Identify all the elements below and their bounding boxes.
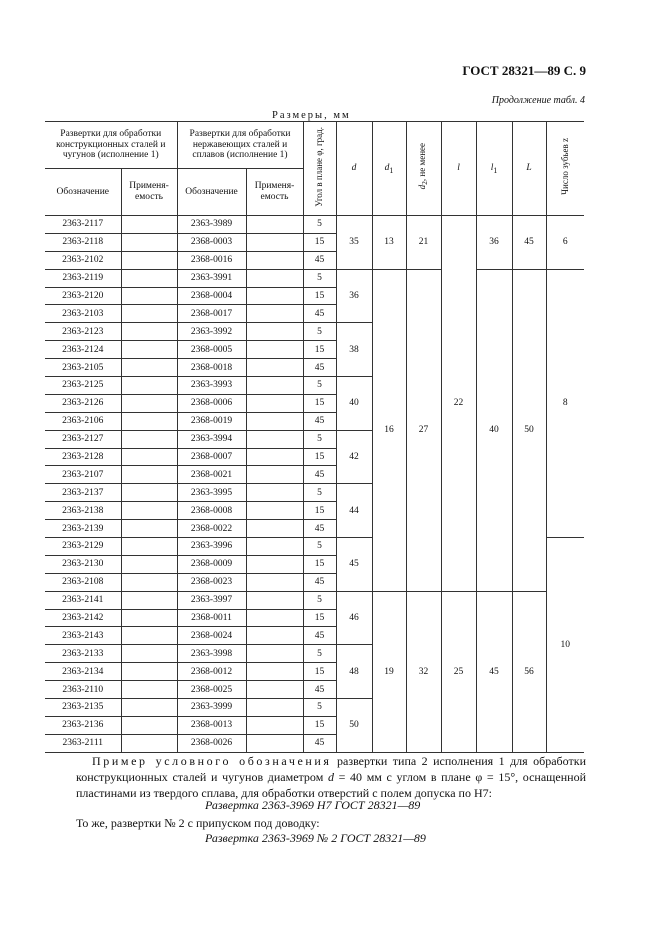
applicability2-header: Применя-емость [246, 169, 303, 216]
applicability2-cell [246, 233, 303, 251]
designation1-cell: 2363-2107 [45, 466, 121, 484]
applicability1-cell [121, 609, 177, 627]
d-cell: 42 [336, 430, 372, 484]
angle-cell: 15 [303, 663, 336, 681]
angle-cell: 5 [303, 484, 336, 502]
angle-cell: 5 [303, 269, 336, 287]
applicability2-cell [246, 663, 303, 681]
applicability1-header: Применя-емость [121, 169, 177, 216]
applicability2-cell [246, 716, 303, 734]
designation2-header: Обозначение [177, 169, 246, 216]
designation2-cell: 2368-0007 [177, 448, 246, 466]
applicability2-cell [246, 520, 303, 538]
applicability2-cell [246, 555, 303, 573]
angle-cell: 15 [303, 448, 336, 466]
d-cell: 50 [336, 699, 372, 753]
applicability1-cell [121, 233, 177, 251]
designation2-cell: 2363-3994 [177, 430, 246, 448]
L-cell: 45 [512, 216, 546, 270]
designation2-cell: 2368-0009 [177, 555, 246, 573]
d2-cell: 27 [406, 269, 441, 591]
d-cell: 35 [336, 216, 372, 270]
applicability1-cell [121, 573, 177, 591]
applicability1-cell [121, 681, 177, 699]
angle-cell: 45 [303, 466, 336, 484]
teeth-header: Число зубьев z [546, 122, 584, 216]
d-cell: 48 [336, 645, 372, 699]
d2-header: $d_2$, не менее [406, 122, 441, 216]
applicability2-cell [246, 538, 303, 556]
applicability2-cell [246, 681, 303, 699]
page-header: ГОСТ 28321—89 С. 9 [462, 63, 586, 78]
angle-cell: 45 [303, 734, 336, 752]
angle-cell: 45 [303, 520, 336, 538]
designation1-cell: 2363-2102 [45, 251, 121, 269]
angle-cell: 5 [303, 377, 336, 395]
applicability1-cell [121, 341, 177, 359]
angle-cell: 15 [303, 502, 336, 520]
d-cell: 36 [336, 269, 372, 323]
d2-cell: 32 [406, 591, 441, 752]
designation2-cell: 2368-0019 [177, 412, 246, 430]
designation2-cell: 2363-3996 [177, 538, 246, 556]
designation1-cell: 2363-2127 [45, 430, 121, 448]
designation1-cell: 2363-2130 [45, 555, 121, 573]
designation2-cell: 2363-3989 [177, 216, 246, 234]
designation1-cell: 2363-2139 [45, 520, 121, 538]
applicability2-cell [246, 609, 303, 627]
applicability2-cell [246, 359, 303, 377]
z-cell: 6 [546, 216, 584, 270]
z-cell: 8 [546, 269, 584, 537]
applicability1-cell [121, 448, 177, 466]
designation2-cell: 2368-0008 [177, 502, 246, 520]
angle-cell: 45 [303, 251, 336, 269]
applicability1-cell [121, 359, 177, 377]
designation1-cell: 2363-2136 [45, 716, 121, 734]
applicability2-cell [246, 394, 303, 412]
d-cell: 46 [336, 591, 372, 645]
designation1-cell: 2363-2117 [45, 216, 121, 234]
applicability1-cell [121, 216, 177, 234]
designation2-cell: 2368-0004 [177, 287, 246, 305]
applicability1-cell [121, 627, 177, 645]
designation1-cell: 2363-2134 [45, 663, 121, 681]
designation1-cell: 2363-2105 [45, 359, 121, 377]
l1-cell: 36 [476, 216, 512, 270]
applicability1-cell [121, 466, 177, 484]
designation1-cell: 2363-2126 [45, 394, 121, 412]
applicability1-cell [121, 591, 177, 609]
applicability2-cell [246, 645, 303, 663]
angle-cell: 5 [303, 591, 336, 609]
l1-header: $l_1$ [476, 122, 512, 216]
designation1-cell: 2363-2103 [45, 305, 121, 323]
designation1-cell: 2363-2111 [45, 734, 121, 752]
angle-cell: 5 [303, 430, 336, 448]
applicability1-cell [121, 716, 177, 734]
designation1-cell: 2363-2106 [45, 412, 121, 430]
applicability2-cell [246, 591, 303, 609]
applicability2-cell [246, 305, 303, 323]
applicability2-cell [246, 412, 303, 430]
L-cell: 50 [512, 269, 546, 591]
applicability1-cell [121, 394, 177, 412]
designation2-cell: 2368-0011 [177, 609, 246, 627]
angle-cell: 45 [303, 305, 336, 323]
angle-cell: 45 [303, 359, 336, 377]
designation2-cell: 2368-0018 [177, 359, 246, 377]
applicability1-cell [121, 484, 177, 502]
applicability2-cell [246, 573, 303, 591]
applicability1-cell [121, 502, 177, 520]
d1-header: $d_1$ [372, 122, 406, 216]
designation1-cell: 2363-2137 [45, 484, 121, 502]
applicability1-cell [121, 734, 177, 752]
l-cell: 22 [441, 216, 476, 592]
designation2-cell: 2368-0026 [177, 734, 246, 752]
angle-cell: 5 [303, 538, 336, 556]
designation2-cell: 2363-3992 [177, 323, 246, 341]
angle-cell: 5 [303, 216, 336, 234]
applicability2-cell [246, 377, 303, 395]
applicability2-cell [246, 430, 303, 448]
designation1-cell: 2363-2129 [45, 538, 121, 556]
angle-header: Угол в плане φ, град. [303, 122, 336, 216]
designation2-cell: 2363-3998 [177, 645, 246, 663]
applicability2-cell [246, 448, 303, 466]
applicability1-cell [121, 251, 177, 269]
angle-cell: 15 [303, 394, 336, 412]
applicability2-cell [246, 734, 303, 752]
applicability2-cell [246, 269, 303, 287]
designation2-cell: 2363-3997 [177, 591, 246, 609]
designation2-cell: 2368-0022 [177, 520, 246, 538]
angle-cell: 5 [303, 645, 336, 663]
designation2-cell: 2368-0013 [177, 716, 246, 734]
designation1-cell: 2363-2135 [45, 699, 121, 717]
designation1-cell: 2363-2108 [45, 573, 121, 591]
applicability1-cell [121, 645, 177, 663]
table-body [45, 216, 584, 753]
example-designation-1: Развертка 2363-3969 Н7 ГОСТ 28321—89 [205, 798, 421, 812]
designation1-cell: 2363-2124 [45, 341, 121, 359]
applicability1-cell [121, 269, 177, 287]
applicability2-cell [246, 699, 303, 717]
angle-cell: 15 [303, 287, 336, 305]
table-continuation-label: Продолжение табл. 4 [491, 95, 585, 106]
example-designation-2: Развертка 2363-3969 № 2 ГОСТ 28321—89 [205, 831, 426, 845]
l-cell: 25 [441, 591, 476, 752]
angle-cell: 5 [303, 699, 336, 717]
designation2-cell: 2363-3993 [177, 377, 246, 395]
reamer-table-container [45, 121, 584, 753]
designation2-cell: 2368-0017 [177, 305, 246, 323]
table-row [45, 216, 584, 234]
applicability1-cell [121, 323, 177, 341]
d2-cell: 21 [406, 216, 441, 270]
designation1-cell: 2363-2141 [45, 591, 121, 609]
applicability1-cell [121, 305, 177, 323]
designation2-cell: 2368-0024 [177, 627, 246, 645]
applicability1-cell [121, 430, 177, 448]
designation1-cell: 2363-2143 [45, 627, 121, 645]
applicability1-cell [121, 699, 177, 717]
applicability2-cell [246, 466, 303, 484]
angle-cell: 15 [303, 233, 336, 251]
applicability2-cell [246, 502, 303, 520]
reamer-table [45, 121, 584, 753]
applicability2-cell [246, 323, 303, 341]
designation2-cell: 2363-3991 [177, 269, 246, 287]
designation2-cell: 2368-0005 [177, 341, 246, 359]
designation1-cell: 2363-2133 [45, 645, 121, 663]
angle-cell: 15 [303, 716, 336, 734]
d1-cell: 19 [372, 591, 406, 752]
angle-cell: 45 [303, 627, 336, 645]
angle-cell: 15 [303, 341, 336, 359]
designation2-cell: 2363-3995 [177, 484, 246, 502]
d-cell: 40 [336, 377, 372, 431]
applicability2-cell [246, 216, 303, 234]
applicability2-cell [246, 287, 303, 305]
angle-cell: 45 [303, 573, 336, 591]
same-text: То же, развертки № 2 с припуском под доводку: [76, 816, 320, 830]
designation1-cell: 2363-2142 [45, 609, 121, 627]
designation2-cell: 2368-0006 [177, 394, 246, 412]
designation2-cell: 2368-0021 [177, 466, 246, 484]
designation2-cell: 2368-0025 [177, 681, 246, 699]
designation1-cell: 2363-2120 [45, 287, 121, 305]
angle-cell: 45 [303, 681, 336, 699]
applicability1-cell [121, 287, 177, 305]
dimensions-label: Размеры, мм [272, 110, 351, 121]
d1-cell: 16 [372, 269, 406, 591]
applicability1-cell [121, 538, 177, 556]
designation2-cell: 2368-0016 [177, 251, 246, 269]
angle-cell: 15 [303, 555, 336, 573]
applicability1-cell [121, 663, 177, 681]
z-cell: 10 [546, 538, 584, 753]
applicability1-cell [121, 377, 177, 395]
applicability1-cell [121, 555, 177, 573]
d-header: d [336, 122, 372, 216]
l-header: l [441, 122, 476, 216]
applicability2-cell [246, 341, 303, 359]
angle-cell: 45 [303, 412, 336, 430]
example-paragraph: Пример условного обозначения развертки типа 2 исполнения 1 для обработки конструкционных сталей и чугунов диаметром d = 40 мм с углом в плане φ = 15°, оснащенной пластинами из твердого сплава, для обработки отверстий с полем допуска по Н7: [76, 754, 587, 800]
d-cell: 45 [336, 538, 372, 592]
angle-cell: 5 [303, 323, 336, 341]
applicability2-cell [246, 484, 303, 502]
angle-cell: 15 [303, 609, 336, 627]
designation1-cell: 2363-2110 [45, 681, 121, 699]
designation1-header: Обозначение [45, 169, 121, 216]
l1-cell: 40 [476, 269, 512, 591]
l1-cell: 45 [476, 591, 512, 752]
table-row [45, 269, 584, 287]
applicability1-cell [121, 412, 177, 430]
L-cell: 56 [512, 591, 546, 752]
table-row [45, 591, 584, 609]
d-cell: 38 [336, 323, 372, 377]
applicability1-cell [121, 520, 177, 538]
group1-header: Развертки для обработки конструкционных сталей и чугунов (исполнение 1) [45, 122, 177, 169]
applicability2-cell [246, 627, 303, 645]
designation1-cell: 2363-2123 [45, 323, 121, 341]
L-header: L [512, 122, 546, 216]
d-cell: 44 [336, 484, 372, 538]
designation2-cell: 2368-0012 [177, 663, 246, 681]
designation2-cell: 2368-0003 [177, 233, 246, 251]
applicability2-cell [246, 251, 303, 269]
designation1-cell: 2363-2128 [45, 448, 121, 466]
designation2-cell: 2368-0023 [177, 573, 246, 591]
designation1-cell: 2363-2118 [45, 233, 121, 251]
designation2-cell: 2363-3999 [177, 699, 246, 717]
designation1-cell: 2363-2138 [45, 502, 121, 520]
designation1-cell: 2363-2119 [45, 269, 121, 287]
d1-cell: 13 [372, 216, 406, 270]
designation1-cell: 2363-2125 [45, 377, 121, 395]
group2-header: Развертки для обработки нержавеющих сталей и сплавов (исполнение 1) [177, 122, 303, 169]
